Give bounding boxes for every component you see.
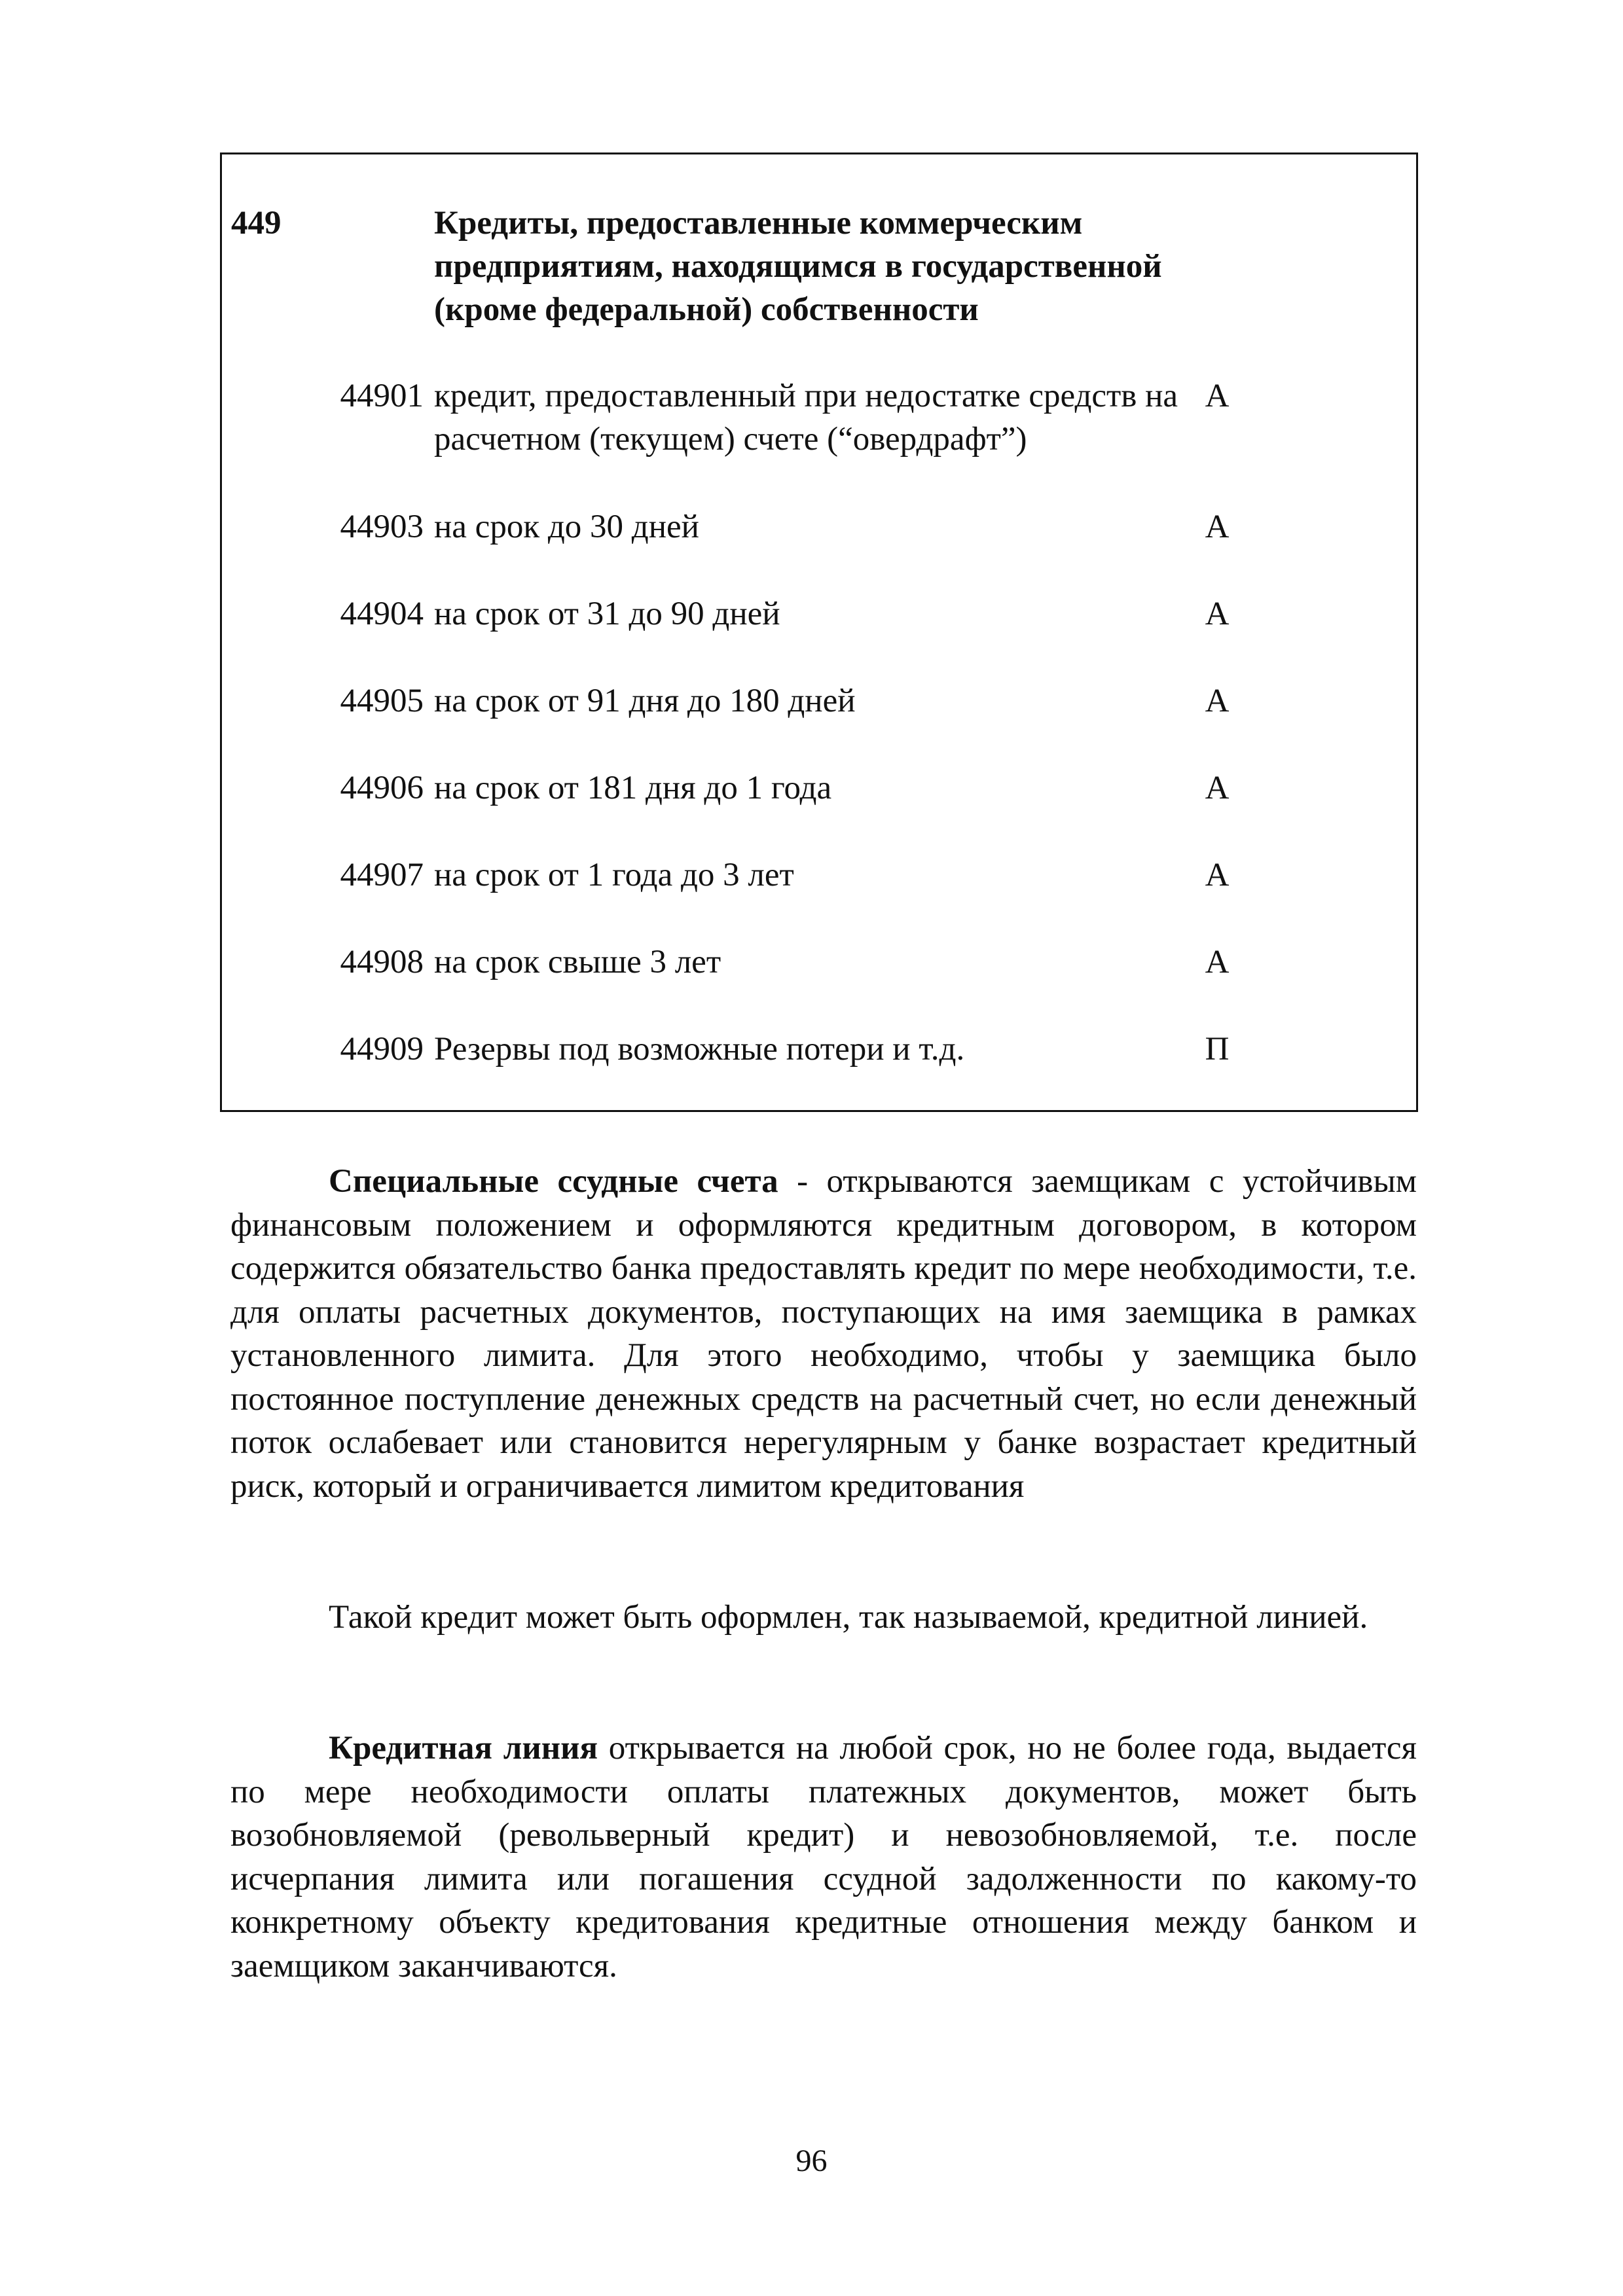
- special-loans-text: - открываются заемщикам с устойчивым финансовым положением и оформляются кредитным договором, в котором содержится обязательство банка предоставлять кредит по мере необходимости, т.е. для оплаты расчетных документов, поступающих на имя заемщика в рамках установленного лимита. Для этого необходимо, чтобы у заемщика было постоянное поступление денежных средств на расчетный счет, но если денежный поток ослабевает или становится нерегулярным у банке возрастает кредитный риск, который и ограничивается лимитом кредитования: [230, 1163, 1417, 1505]
- account-type: А: [1205, 596, 1230, 632]
- account-label: Резервы под возможные потери и т.д.: [434, 1031, 965, 1067]
- account-code: 44909: [340, 1031, 424, 1067]
- account-code: 44904: [340, 596, 424, 632]
- account-type: П: [1205, 1031, 1230, 1067]
- paragraph-special-loans: [230, 1160, 1417, 1508]
- paragraph-credit-line: [230, 1727, 1417, 1988]
- account-label: на срок от 91 дня до 180 дней: [434, 683, 856, 719]
- account-type: А: [1205, 944, 1230, 980]
- account-code: 44908: [340, 944, 424, 980]
- account-code: 44907: [340, 857, 424, 893]
- account-type: А: [1205, 683, 1230, 719]
- credit-line-intro-text: Такой кредит может быть оформлен, так называемой, кредитной линией.: [329, 1599, 1368, 1636]
- account-code: 44901: [340, 378, 424, 414]
- account-type: А: [1205, 770, 1230, 806]
- account-label: на срок от 31 до 90 дней: [434, 596, 780, 632]
- account-type: А: [1205, 857, 1230, 893]
- paragraph-credit-line-intro: [230, 1596, 1417, 1640]
- account-group-title: Кредиты, предоставленные коммерческим предприятиям, находящимся в государственной (кроме федеральной) собственности: [434, 205, 1162, 328]
- account-type: А: [1205, 378, 1230, 414]
- account-label: на срок от 1 года до 3 лет: [434, 857, 794, 893]
- account-label: на срок до 30 дней: [434, 509, 699, 545]
- account-label: на срок от 181 дня до 1 года: [434, 770, 832, 806]
- term-credit-line: Кредитная линия: [329, 1730, 598, 1767]
- credit-line-text: открывается на любой срок, но не более года, выдается по мере необходимости оплаты платежных документов, может быть возобновляемой (револьверный кредит) и невозобновляемой, т.е. после исчерпания лимита или погашения ссудной задолженности по какому-то конкретному объекту кредитования кредитные отношения между банком и заемщиком заканчиваются.: [230, 1730, 1417, 1984]
- account-table: [220, 152, 1418, 1112]
- page-number: 96: [795, 2144, 828, 2178]
- term-special-loans: Специальные ссудные счета: [329, 1163, 778, 1200]
- account-group-code: 449: [231, 205, 282, 242]
- account-label: кредит, предоставленный при недостатке средств на расчетном (текущем) счете (“овердрафт”): [434, 378, 1178, 457]
- account-code: 44905: [340, 683, 424, 719]
- account-type: А: [1205, 509, 1230, 545]
- account-code: 44906: [340, 770, 424, 806]
- account-label: на срок свыше 3 лет: [434, 944, 721, 980]
- account-code: 44903: [340, 509, 424, 545]
